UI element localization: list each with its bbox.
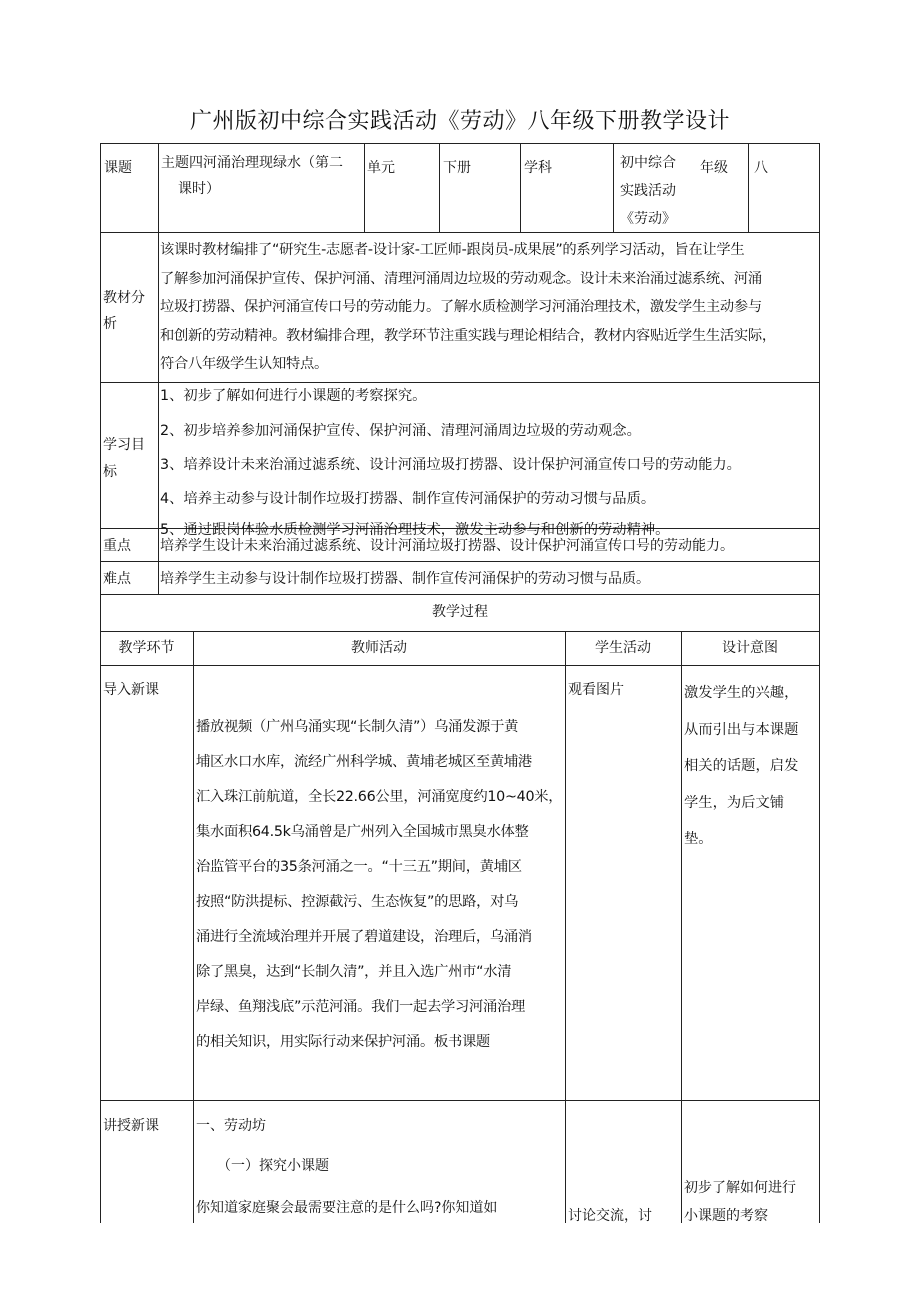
teacher-line: 的相关知识，用实际行动来保护河涌。板书课题: [196, 1034, 490, 1050]
column-header-intent: 设计意图: [722, 640, 778, 656]
difficult-point-text: 培养学生主动参与设计制作垃圾打捞器、制作宣传河涌保护的劳动习惯与品质。: [160, 571, 650, 587]
teacher-line: 治监管平台的35条河涌之一。“十三五”期间，黄埔区: [196, 859, 522, 875]
intent-line: 初步了解如何进行: [684, 1180, 796, 1196]
stage-new-lesson: 讲授新课: [103, 1118, 159, 1134]
analysis-line: 该课时教材编排了“研究生-志愿者-设计家-工匠师-跟岗员-成果展”的系列学习活动，旨在让学生: [160, 242, 745, 258]
objective-item: 4、培养主动参与设计制作垃圾打捞器、制作宣传河涌保护的劳动习惯与品质。: [160, 491, 656, 507]
subject-value-line2: 实践活动: [620, 183, 676, 199]
subject-label: 学科: [524, 160, 552, 176]
teacher-line: 汇入珠江前航道，全长22.66公里，河涌宽度约10~40米，: [196, 789, 563, 805]
analysis-line: 了解参加河涌保护宣传、保护河涌、清理河涌周边垃圾的劳动观念。设计未来治涌过滤系统、河涌: [160, 270, 762, 287]
teacher-line: （一）探究小课题: [217, 1158, 329, 1174]
analysis-line: 垃圾打捞器、保护河涌宣传口号的劳动能力。了解水质检测学习河涌治理技术，激发学生主动参与: [160, 299, 762, 315]
keti-value-line2: 课时）: [178, 181, 220, 197]
grade-label: 年级: [700, 160, 728, 176]
intent-line: 从而引出与本课题: [684, 721, 799, 738]
column-header-student: 学生活动: [595, 640, 651, 656]
objectives-list: [160, 383, 818, 538]
unit-value: 下册: [443, 160, 471, 176]
difficult-point-label: 难点: [103, 571, 131, 587]
teacher-line: 一、劳动坊: [196, 1118, 266, 1134]
objective-item: 2、初步培养参加河涌保护宣传、保护河涌、清理河涌周边垃圾的劳动观念。: [160, 423, 641, 439]
column-header-teacher: 教师活动: [351, 640, 407, 656]
grade-value: 八: [754, 160, 768, 176]
intent-line: 学生，为后文铺: [684, 794, 785, 811]
process-heading: 教学过程: [432, 604, 488, 620]
analysis-label-line2: 析: [103, 316, 117, 332]
keti-label: 课题: [104, 160, 132, 176]
teacher-line: 按照“防洪提标、控源截污、生态恢复”的思路，对乌: [196, 894, 519, 910]
intent-line: 垫。: [684, 831, 713, 847]
objectives-label-line2: 标: [103, 464, 117, 480]
design-intent-intro: [684, 675, 818, 858]
analysis-label-line1: 教材分: [103, 290, 145, 306]
teacher-line: 你知道家庭聚会最需要注意的是什么吗?你知道如: [196, 1200, 498, 1216]
stage-intro: 导入新课: [103, 682, 159, 698]
teacher-line: 集水面积64.5k乌涌曾是广州列入全国城市黑臭水体整: [196, 824, 529, 840]
analysis-line: 和创新的劳动精神。教材编排合理，教学环节注重实践与理论相结合，教材内容贴近学生生活实际，: [160, 327, 776, 344]
page-title: 广州版初中综合实践活动《劳动》八年级下册教学设计: [189, 109, 730, 134]
teacher-line: 岸绿、鱼翔浅底”示范河涌。我们一起去学习河涌治理: [196, 999, 526, 1015]
intent-line: 激发学生的兴趣，: [684, 685, 799, 701]
column-header-stage: 教学环节: [118, 640, 175, 656]
teacher-line: 除了黑臭，达到“长制久清”，并且入选广州市“水清: [196, 964, 512, 980]
student-activity-intro: 观看图片: [568, 682, 624, 698]
student-activity-new-lesson: 讨论交流，讨: [568, 1208, 652, 1224]
objective-item: 1、初步了解如何进行小课题的考察探究。: [160, 388, 427, 404]
analysis-text: [160, 236, 822, 379]
teacher-line: 涌进行全流域治理并开展了碧道建设，治理后，乌涌消: [196, 929, 532, 945]
analysis-line: 符合八年级学生认知特点。: [160, 356, 328, 372]
intent-line: 相关的话题，启发: [684, 758, 799, 774]
objective-item: 3、培养设计未来治涌过滤系统、设计河涌垃圾打捞器、设计保护河涌宣传口号的劳动能力。: [160, 457, 741, 473]
intent-line: 小课题的考察: [684, 1208, 768, 1224]
subject-value-line1: 初中综合: [620, 155, 676, 171]
subject-value-line3: 《劳动》: [620, 211, 676, 227]
teacher-line: 埔区水口水库，流经广州科学城、黄埔老城区至黄埔港: [196, 754, 532, 770]
teacher-line: 播放视频（广州乌涌实现“长制久清”）乌涌发源于黄: [196, 719, 519, 735]
teacher-activity-intro: [196, 710, 566, 1060]
objective-item: 5、通过跟岗体验水质检测学习河涌治理技术，激发主动参与和创新的劳动精神。: [160, 522, 670, 538]
key-point-label: 重点: [103, 538, 131, 554]
key-point-text: 培养学生设计未来治涌过滤系统、设计河涌垃圾打捞器、设计保护河涌宣传口号的劳动能力。: [160, 538, 734, 554]
unit-label: 单元: [367, 160, 395, 176]
keti-value-line1: 主题四河涌治理现绿水（第二: [161, 155, 343, 171]
objectives-label-line1: 学习目: [103, 437, 145, 453]
